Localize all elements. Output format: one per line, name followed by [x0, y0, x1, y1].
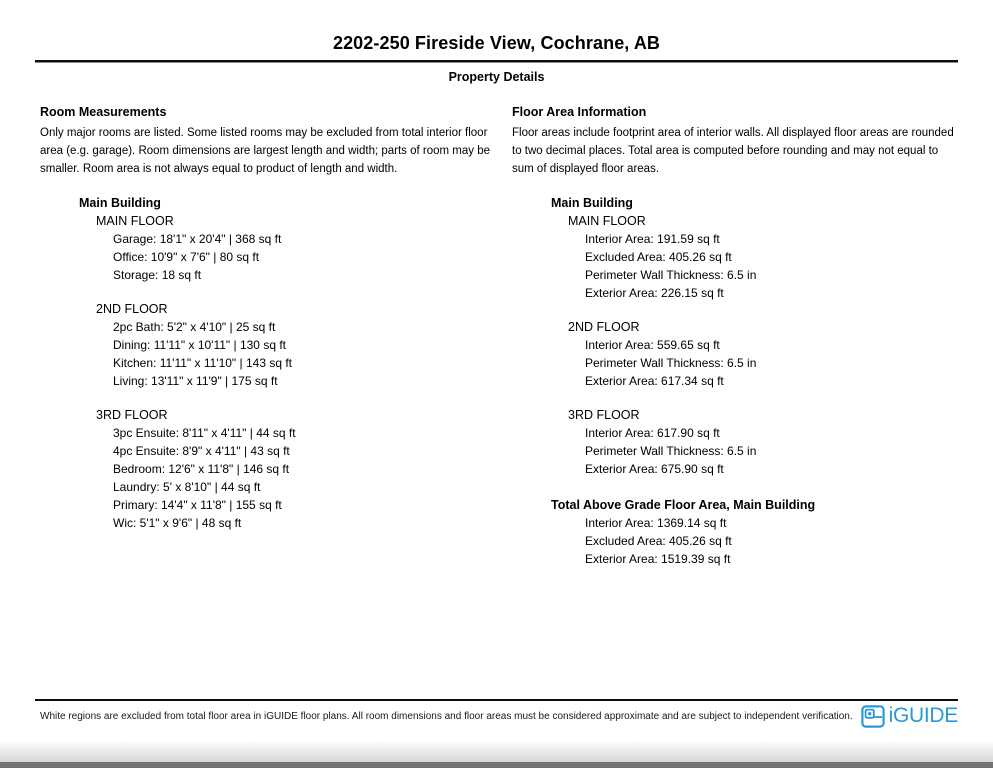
- floor-block: [96, 406, 502, 532]
- total-area-stat: Interior Area: 1369.14 sq ft: [585, 516, 727, 530]
- iguide-logo-text: iGUIDE: [888, 704, 958, 727]
- room-measurement: 4pc Ensuite: 8'9" x 4'11" | 43 sq ft: [113, 444, 290, 458]
- total-above-grade-heading: Total Above Grade Floor Area, Main Building: [551, 498, 816, 512]
- floor-block: [96, 300, 502, 390]
- page-footer: [35, 699, 958, 728]
- building-name: Main Building: [79, 196, 161, 210]
- room-measurement: Living: 13'11" x 11'9" | 175 sq ft: [113, 374, 278, 388]
- total-above-grade-block: [512, 496, 958, 568]
- title-divider: [35, 60, 958, 63]
- floor-area-description: Floor areas include footprint area of interior walls. All displayed floor areas are rounded to two decimal places. Total area is computed before rounding and may not equal to sum of displayed floor areas.: [512, 127, 954, 175]
- room-measurement: Garage: 18'1" x 20'4" | 368 sq ft: [113, 232, 282, 246]
- room-measurements-description: Only major rooms are listed. Some listed rooms may be excluded from total interior floor area (e.g. garage). Room dimensions are largest length and width; parts of room may be smaller. Room area is not always equal to product of length and width.: [40, 127, 491, 175]
- floor-name: 2ND FLOOR: [568, 320, 640, 334]
- room-measurement: Office: 10'9" x 7'6" | 80 sq ft: [113, 250, 260, 264]
- floor-area-stat: Exterior Area: 675.90 sq ft: [585, 462, 724, 476]
- room-measurements-heading: Room Measurements: [40, 105, 167, 119]
- floor-area-stat: Interior Area: 191.59 sq ft: [585, 232, 720, 246]
- floor-area-section: [512, 105, 958, 568]
- viewer-bottom-edge: [0, 762, 993, 768]
- room-measurement: 3pc Ensuite: 8'11" x 4'11" | 44 sq ft: [113, 426, 296, 440]
- floor-block: [568, 318, 958, 390]
- floor-name: 3RD FLOOR: [568, 408, 640, 422]
- floor-name: MAIN FLOOR: [568, 214, 646, 228]
- disclaimer-text: White regions are excluded from total floor area in iGUIDE floor plans. All room dimensions and floor areas must be considered approximate and are subject to independent verification.: [40, 710, 853, 722]
- page-title: 2202-250 Fireside View, Cochrane, AB: [332, 33, 661, 53]
- floor-name: 3RD FLOOR: [96, 408, 168, 422]
- total-area-stat: Exterior Area: 1519.39 sq ft: [585, 552, 731, 566]
- room-measurement: Laundry: 5' x 8'10" | 44 sq ft: [113, 480, 261, 494]
- floor-area-floor-list: [568, 212, 958, 478]
- page-subtitle: Property Details: [448, 70, 545, 84]
- total-above-grade-stats: [568, 514, 958, 568]
- room-measurement: Bedroom: 12'6" x 11'8" | 146 sq ft: [113, 462, 290, 476]
- room-measurements-section: [40, 105, 502, 568]
- room-measurement: Kitchen: 11'11" x 11'10" | 143 sq ft: [113, 356, 292, 370]
- floor-block: [568, 212, 958, 302]
- floor-area-stat: Excluded Area: 405.26 sq ft: [585, 250, 732, 264]
- room-measurement: Dining: 11'11" x 10'11" | 130 sq ft: [113, 338, 286, 352]
- floor-block: [568, 406, 958, 478]
- floor-area-stat: Interior Area: 617.90 sq ft: [585, 426, 720, 440]
- room-measurement: 2pc Bath: 5'2" x 4'10" | 25 sq ft: [113, 320, 276, 334]
- room-measurement: Wic: 5'1" x 9'6" | 48 sq ft: [113, 516, 242, 530]
- iguide-logo-icon: [861, 705, 885, 728]
- floor-area-stat: Perimeter Wall Thickness: 6.5 in: [585, 268, 757, 282]
- floor-block: [96, 212, 502, 284]
- floor-area-stat: Exterior Area: 226.15 sq ft: [585, 286, 724, 300]
- floor-area-stat: Interior Area: 559.65 sq ft: [585, 338, 720, 352]
- floor-area-stat: Exterior Area: 617.34 sq ft: [585, 374, 724, 388]
- room-measurement: Primary: 14'4" x 11'8" | 155 sq ft: [113, 498, 282, 512]
- floor-area-heading: Floor Area Information: [512, 105, 647, 119]
- floor-area-stat: Perimeter Wall Thickness: 6.5 in: [585, 356, 757, 370]
- iguide-logo: [861, 704, 958, 728]
- floor-name: 2ND FLOOR: [96, 302, 168, 316]
- floor-name: MAIN FLOOR: [96, 214, 174, 228]
- total-area-stat: Excluded Area: 405.26 sq ft: [585, 534, 732, 548]
- building-name: Main Building: [551, 196, 633, 210]
- content-columns: [0, 84, 993, 568]
- floor-area-stat: Perimeter Wall Thickness: 6.5 in: [585, 444, 757, 458]
- page-bottom-shadow: [0, 740, 993, 762]
- room-measurements-floor-list: [96, 212, 502, 532]
- room-measurement: Storage: 18 sq ft: [113, 268, 202, 282]
